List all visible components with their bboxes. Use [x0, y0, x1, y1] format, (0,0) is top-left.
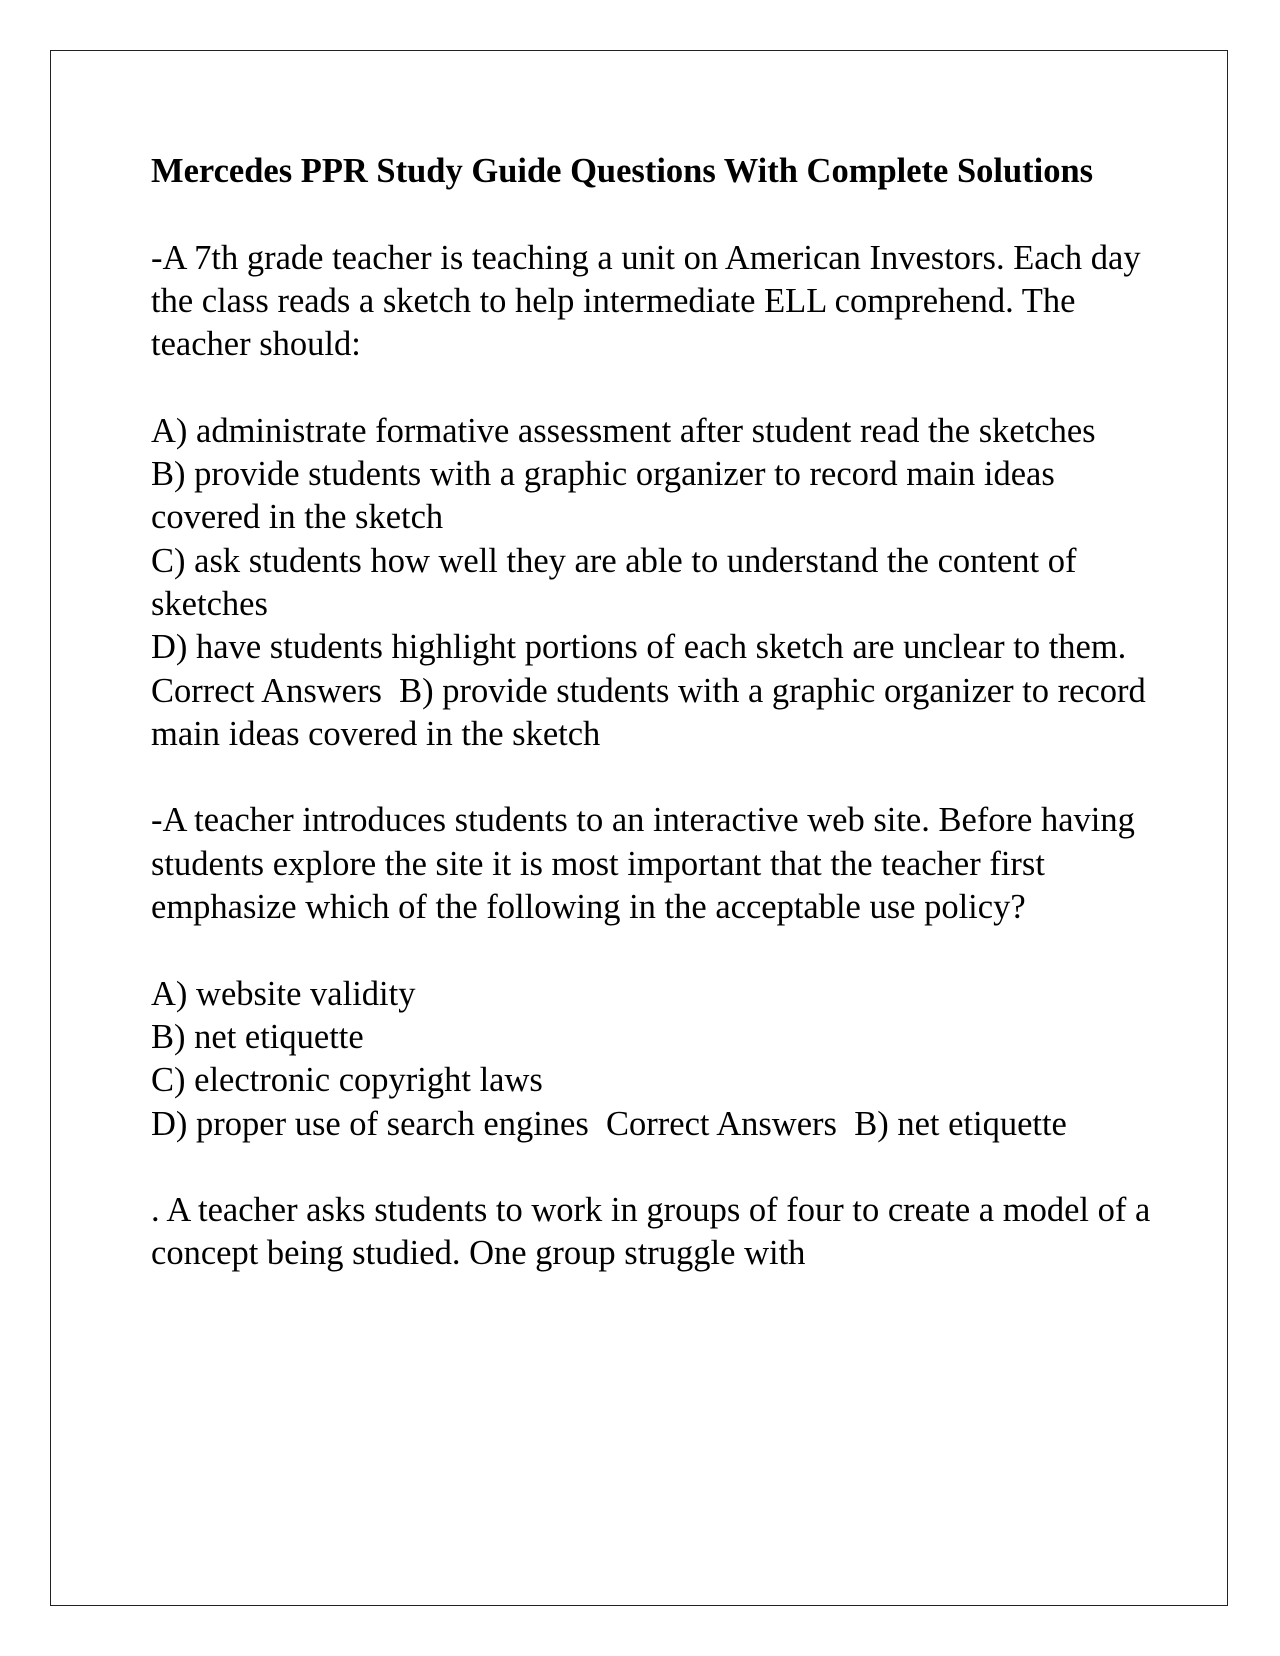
answer-option: C) ask students how well they are able to understand the content of sketches	[151, 541, 1086, 623]
spacer	[151, 193, 1151, 236]
answer-option: A) website validity	[151, 974, 416, 1013]
answer-option: D) have students highlight portions of each sketch are unclear to them. Correct Answers B) provide students with a graphic organizer to record main ideas covered in the sketch	[151, 628, 1155, 753]
question-stem: . A teacher asks students to work in groups of four to create a model of a concept being studied. One group struggle with	[151, 1191, 1151, 1273]
question-1	[151, 237, 1155, 757]
question-stem: -A 7th grade teacher is teaching a unit on American Investors. Each day the class reads a sketch to help intermediate ELL comprehend. The teacher should:	[151, 238, 1141, 364]
question-stem: -A teacher introduces students to an interactive web site. Before having students explore the site it is most important that the teacher first emphasize which of the following in the acceptable use policy?	[151, 801, 1135, 927]
spacer	[151, 366, 1151, 409]
answer-option: C) electronic copyright laws	[151, 1061, 543, 1100]
spacer	[151, 1146, 1151, 1189]
document-title: Mercedes PPR Study Guide Questions With Complete Solutions	[151, 152, 1094, 190]
question-3	[151, 1189, 1151, 1276]
answer-option: B) provide students with a graphic organizer to record main ideas covered in the sketch	[151, 455, 1064, 537]
spacer	[151, 929, 1151, 972]
answer-option: A) administrate formative assessment after student read the sketches	[151, 411, 1096, 450]
answer-option: B) net etiquette	[151, 1017, 364, 1056]
answer-option: D) proper use of search engines Correct Answers B) net etiquette	[151, 1104, 1067, 1143]
question-2	[151, 799, 1151, 1145]
spacer	[151, 756, 1151, 799]
document-body	[151, 150, 1155, 1276]
